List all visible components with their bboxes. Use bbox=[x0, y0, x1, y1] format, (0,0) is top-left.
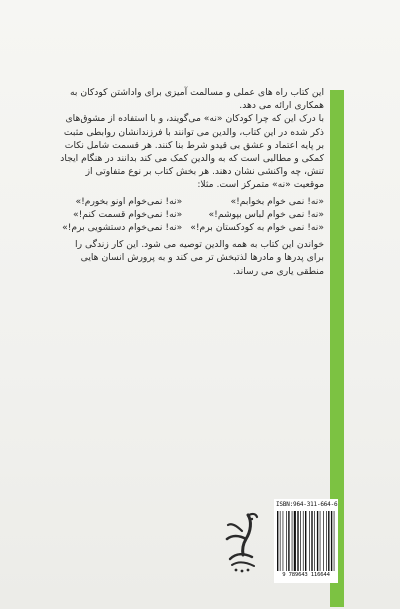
example-quote: «نه! نمی خوام به کودکستان برم!» bbox=[190, 222, 324, 234]
closing-paragraph: خواندن این کتاب به همه والدین توصیه می شود. این کار زندگی را برای پدرها و مادرها لذتبخش تر می کند و به پرورش انسان هایی منطقی یاری می رساند. bbox=[75, 239, 324, 277]
description-text bbox=[56, 86, 324, 278]
isbn-barcode bbox=[274, 499, 338, 583]
intro-paragraph: این کتاب راه های عملی و مسالمت آمیزی برای واداشتن کودکان به همکاری ارائه می دهد. bbox=[69, 87, 324, 112]
barcode-bars bbox=[277, 511, 335, 571]
example-quote: «نه! نمی خوام لباس بپوشم!» bbox=[208, 208, 324, 220]
example-quotes bbox=[56, 195, 324, 235]
barcode-digits: 9 789643 116644 bbox=[282, 572, 330, 578]
example-quote: «نه! نمی‌خوام دستشویی برم!» bbox=[62, 222, 183, 234]
example-quote: «نه! نمی‌خوام اونو بخورم!» bbox=[75, 195, 183, 207]
example-quote: «نه! نمی‌خوام قسمت کنم!» bbox=[72, 208, 183, 220]
example-quote: «نه! نمی خوام بخوابم!» bbox=[230, 195, 324, 207]
publisher-logo-icon bbox=[222, 509, 262, 575]
body-paragraph: با درک این که چرا کودکان «نه» می‌گویند، و با استفاده از مشوق‌های ذکر شده در این کتاب، والدین می توانند با فرزندانشان روابطی مثبت بر پایه اعتماد و عشق بی قیدو شرط بنا کنند. هر قسمت شامل نکات کمکی و مطالبی است که به والدین کمک می کند بدانند در هنگام ایجاد تنش، چه واکنشی نشان دهند. هر بخش کتاب بر نوع متفاوتی از موقعیت «نه» متمرکز است. مثلا: bbox=[60, 113, 324, 191]
isbn-label: ISBN:964-311-664-6 bbox=[276, 501, 338, 508]
